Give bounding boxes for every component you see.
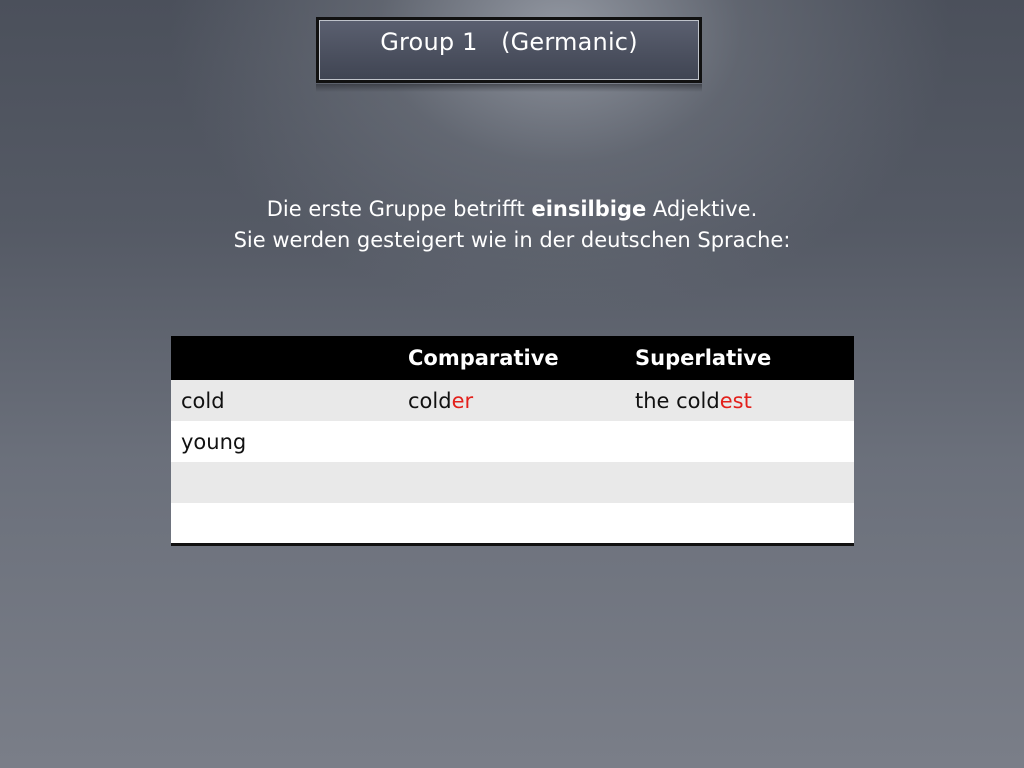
superlative-stem: the cold [635, 388, 720, 413]
slide-title-box [316, 17, 702, 83]
table-row [171, 421, 854, 462]
header-cell-comparative: Comparative [398, 336, 625, 380]
cell-positive: cold [171, 380, 398, 421]
cell-positive [171, 462, 398, 503]
table-row [171, 503, 854, 544]
adjective-comparison-table [171, 336, 854, 546]
cell-comparative [398, 421, 625, 462]
cell-superlative [625, 421, 854, 462]
cell-positive [171, 503, 398, 544]
intro-line-2: Sie werden gesteigert wie in der deutschen Sprache: [233, 228, 791, 252]
intro-text [150, 194, 874, 256]
cell-comparative [398, 380, 625, 421]
intro-line-1-start: Die erste Gruppe betrifft [266, 197, 532, 221]
cell-positive: young [171, 421, 398, 462]
comparative-suffix: er [451, 388, 474, 413]
slide-title: Group 1 (Germanic) [380, 28, 638, 56]
intro-line-1-bold: einsilbige [531, 197, 647, 221]
intro-line-1-end: Adjektive. [646, 197, 758, 221]
cell-superlative [625, 462, 854, 503]
intro-line-1 [150, 194, 874, 225]
cell-superlative [625, 503, 854, 544]
cell-comparative [398, 503, 625, 544]
table-row [171, 380, 854, 421]
comparative-stem: cold [408, 388, 452, 413]
header-cell-positive [171, 336, 398, 380]
table-row [171, 462, 854, 503]
superlative-suffix: est [719, 388, 752, 413]
cell-superlative [625, 380, 854, 421]
table-header-row [171, 336, 854, 380]
cell-comparative [398, 462, 625, 503]
header-cell-superlative: Superlative [625, 336, 854, 380]
